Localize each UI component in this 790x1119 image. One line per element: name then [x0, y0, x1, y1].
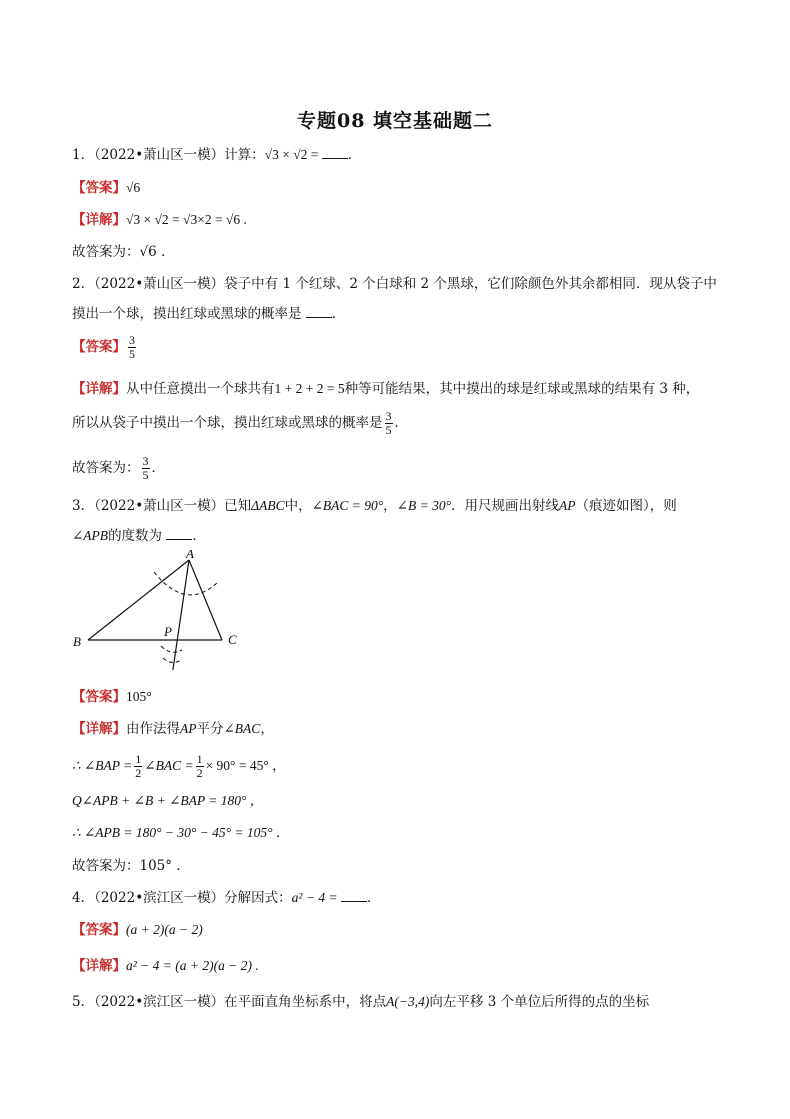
q3-triangle-figure	[68, 550, 258, 670]
q2-detail-line1	[72, 380, 699, 398]
q3-half-num-1: 1	[135, 752, 142, 766]
q2-detail-line2: 所以从袋子中摸出一个球，摸出红球或黑球的概率是 $\frac{3}{5}$ ．	[72, 409, 408, 437]
q4-detail	[72, 957, 259, 975]
q1-answer	[72, 179, 140, 197]
q3-angle-b: ∠B = 30°	[396, 498, 451, 513]
q3-detail2-a: ∴ ∠BAP =	[72, 758, 133, 773]
q3-detail-text-b: 平分	[196, 721, 224, 737]
q3-angle-apb: ∠APB	[72, 528, 109, 543]
q1-detail	[72, 211, 247, 229]
q2-conclusion-fraction	[142, 455, 150, 482]
q3-detail-ray: AP	[180, 721, 197, 736]
q3-answer	[72, 688, 152, 706]
q3-half-fraction-2	[196, 753, 204, 780]
q3-detail-line4	[72, 824, 289, 842]
q3-half-den-2: 2	[196, 766, 203, 780]
q3-triangle: ΔABC	[251, 498, 285, 513]
arc-construction-lower-1	[161, 646, 182, 652]
q3-stem-text-e: （痕迹如图），则	[575, 498, 677, 514]
q4-detail-text: a² − 4 = (a + 2)(a − 2) .	[126, 958, 259, 973]
q4-answer-value: (a + 2)(a − 2)	[126, 922, 203, 937]
q1-conclusion: 故答案为：√6 .	[72, 244, 166, 260]
q4-answer-blank	[341, 889, 367, 902]
q2-stem-line2: 摸出一个球，摸出红球或黑球的概率是 ．	[72, 306, 346, 322]
q3-detail3-text: Q∠APB + ∠B + ∠BAP = 180° ，	[72, 793, 264, 808]
q1-answer-blank	[322, 146, 348, 159]
q3-half-fraction-1	[134, 753, 142, 780]
q2-answer-denominator: 5	[129, 347, 135, 361]
q3-stem-text-c: ，	[383, 498, 397, 514]
q1-answer-tag: 【答案】	[72, 180, 126, 196]
q3-detail-angle: ∠BAC	[223, 721, 261, 736]
q5-stem	[72, 993, 649, 1011]
q3-stem-line1	[72, 497, 677, 515]
q1-stem: 1．（2022•萧山区一模）计算：√3 × √2 = ．	[72, 147, 362, 163]
q2-detail-text-a: 从中任意摸出一个球共有	[126, 381, 275, 397]
ray-ap-line	[172, 560, 189, 670]
q4-answer	[72, 921, 203, 939]
q3-answer-tag: 【答案】	[72, 689, 126, 705]
q3-angle-bac: ∠BAC = 90°	[311, 498, 384, 513]
q2-detail-line2-text: 所以从袋子中摸出一个球，摸出红球或黑球的概率是	[72, 415, 383, 431]
q3-stem-text-a: 3．（2022•萧山区一模）已知	[72, 498, 252, 514]
q1-detail-text: √3 × √2 = √3×2 = √6 .	[126, 212, 247, 227]
q1-stem-prefix: 1．（2022•萧山区一模）计算：	[72, 147, 265, 163]
q4-detail-tag: 【详解】	[72, 958, 126, 974]
q2-answer-tag: 【答案】	[72, 339, 126, 355]
side-ba-line	[88, 560, 189, 640]
label-p: P	[164, 624, 172, 639]
q2-conclusion-text: 故答案为：	[72, 460, 140, 476]
q2-conclusion-denominator: 5	[142, 468, 149, 482]
q2-detail-fraction	[385, 410, 393, 437]
label-b: B	[73, 634, 81, 649]
q2-stem-line1: 2．（2022•萧山区一模）袋子中有 1 个红球、2 个白球和 2 个黑球，它们除颜色外其余都相同．现从袋子中	[72, 276, 717, 292]
page-title: 专题08 填空基础题二	[296, 110, 494, 132]
q3-stem-line2: ∠APB的度数为 ．	[72, 528, 206, 544]
q3-detail2-c: × 90° = 45° ，	[205, 758, 286, 773]
q3-answer-blank	[166, 527, 192, 540]
q5-point: A(−3,4)	[386, 994, 430, 1009]
q4-answer-tag: 【答案】	[72, 922, 126, 938]
arc-construction-lower-2	[163, 658, 181, 663]
q3-detail-text-a: 由作法得	[126, 721, 180, 737]
q3-detail4-text: ∴ ∠APB = 180° − 30° − 45° = 105° ．	[72, 825, 290, 840]
q2-detail-denominator: 5	[385, 423, 392, 437]
q3-detail-text-c: ，	[260, 721, 274, 737]
q3-answer-value: 105°	[126, 689, 152, 704]
q1-detail-tag: 【详解】	[72, 212, 126, 228]
q2-answer-blank	[306, 305, 332, 318]
q4-expression: a² − 4 =	[291, 890, 341, 905]
q2-answer	[72, 334, 138, 361]
q3-stem-text-d: ．用尺规画出射线	[451, 498, 559, 514]
q4-stem: 4．（2022•滨江区一模）分解因式：a² − 4 = ．	[72, 890, 381, 906]
q2-detail-text-b: 种等可能结果，其中摸出的球是红球或黑球的结果有 3 种，	[344, 381, 700, 397]
side-ac-line	[189, 560, 222, 640]
q3-detail2-b: ∠BAC =	[144, 758, 194, 773]
label-a: A	[186, 550, 194, 561]
q2-detail-tag: 【详解】	[72, 381, 126, 397]
q3-detail-tag: 【详解】	[72, 721, 126, 737]
q1-answer-value: √6	[126, 180, 141, 195]
q2-detail-numerator: 3	[385, 409, 392, 423]
q3-stem-text-b: 中，	[284, 498, 312, 514]
q5-stem-text-b: 向左平移 3 个单位后所得的点的坐标	[429, 994, 650, 1010]
q1-expression: √3 × √2 =	[264, 147, 322, 162]
q4-stem-prefix: 4．（2022•滨江区一模）分解因式：	[72, 890, 292, 906]
q2-conclusion: 故答案为： $\frac{3}{5}$ ．	[72, 454, 165, 482]
label-c: C	[228, 632, 237, 647]
q3-ray: AP	[559, 498, 576, 513]
q3-conclusion: 故答案为：105° ．	[72, 858, 190, 874]
q3-stem-line2-text: 的度数为	[108, 528, 163, 544]
q3-half-den-1: 2	[135, 766, 142, 780]
q3-detail-line3	[72, 792, 263, 810]
q2-detail-expr: 1 + 2 + 2 = 5	[274, 381, 345, 396]
q2-answer-fraction	[128, 334, 136, 361]
q3-detail-line1	[72, 720, 274, 738]
q3-half-num-2: 1	[196, 752, 203, 766]
q3-detail-line2	[72, 753, 286, 780]
q2-answer-numerator: 3	[129, 333, 135, 347]
q2-conclusion-numerator: 3	[142, 454, 149, 468]
q2-stem-line2-text: 摸出一个球，摸出红球或黑球的概率是	[72, 306, 302, 322]
q5-stem-text-a: 5．（2022•滨江区一模）在平面直角坐标系中，将点	[72, 994, 387, 1010]
